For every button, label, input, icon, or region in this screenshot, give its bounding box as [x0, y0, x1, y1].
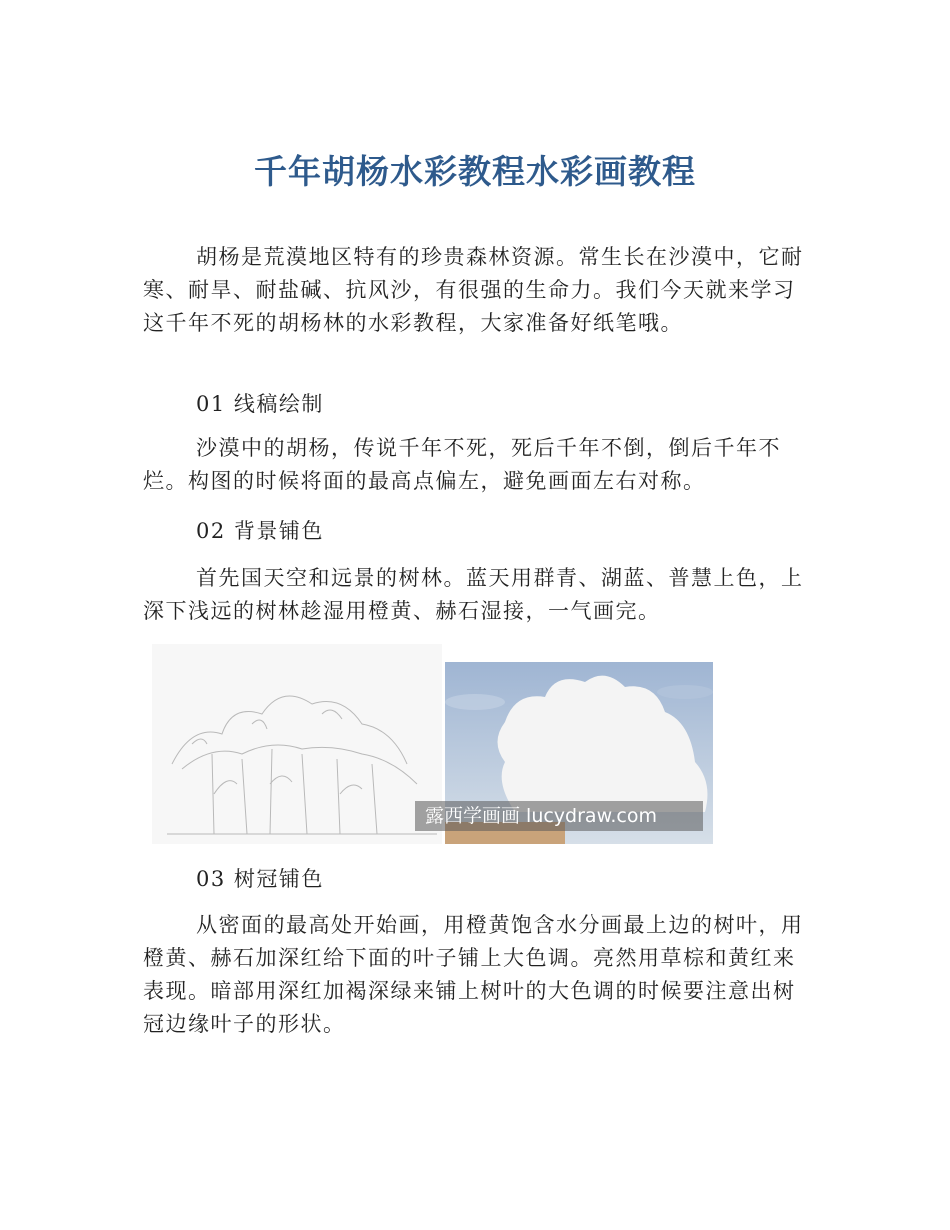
tutorial-figure — [152, 644, 714, 844]
section-heading-01: 01 线稿绘制 — [196, 392, 324, 416]
section-body-01: 沙漠中的胡杨，传说千年不死，死后千年不倒，倒后千年不烂。构图的时候将面的最高点偏左，避免画面左右对称。 — [143, 436, 781, 493]
section-heading-02: 02 背景铺色 — [196, 519, 324, 543]
document-title: 千年胡杨水彩教程水彩画教程 — [254, 152, 696, 191]
section-body-03: 从密面的最高处开始画，用橙黄饱含水分画最上边的树叶，用橙黄、赫石加深红给下面的叶子铺上大色调。亮然用草棕和黄红来表现。暗部用深红加褐深绿来铺上树叶的大色调的时候要注意出树冠边缘叶子的形状。 — [143, 913, 804, 1036]
section-body-02: 首先国天空和远景的树林。蓝天用群青、湖蓝、普慧上色，上深下浅远的树林趁湿用橙黄、赫石湿接，一气画完。 — [143, 566, 804, 623]
section-heading-03: 03 树冠铺色 — [196, 867, 324, 891]
intro-paragraph: 胡杨是荒漠地区特有的珍贵森林资源。常生长在沙漠中，它耐寒、耐旱、耐盐碱、抗风沙，有很强的生命力。我们今天就来学习这千年不死的胡杨林的水彩教程，大家准备好纸笔哦。 — [143, 245, 804, 335]
watermark: 露西学画画 lucydraw.com — [415, 801, 703, 831]
line-sketch-icon — [152, 644, 442, 844]
sketch-image — [152, 644, 442, 844]
